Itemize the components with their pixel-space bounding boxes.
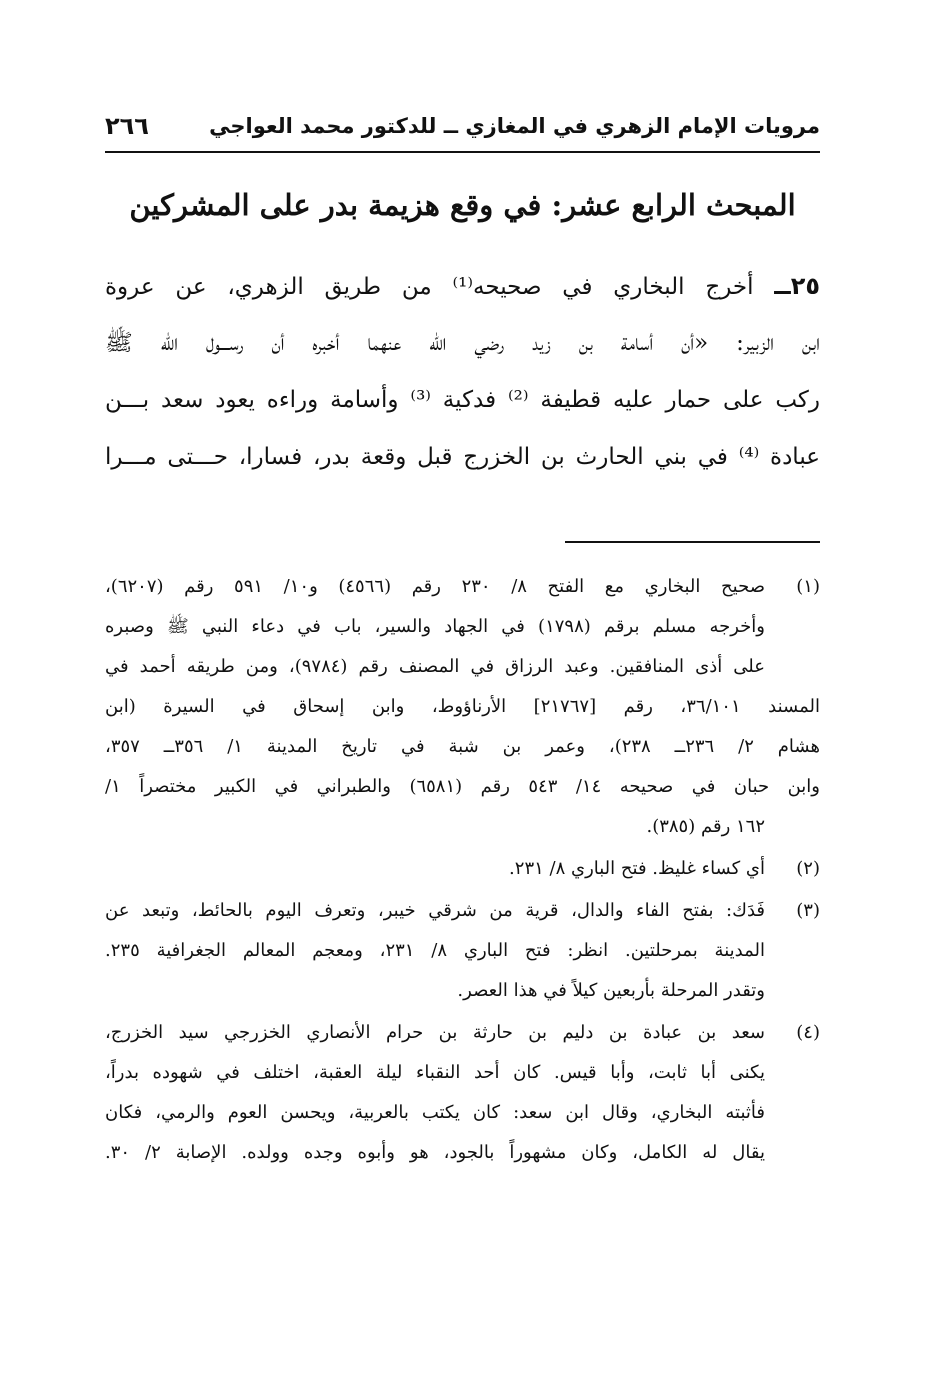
footnote-label: (٤)	[796, 1022, 820, 1043]
footnotes	[105, 567, 820, 1175]
footnote-line: المسند ٣٦/١٠١، رقم [٢١٧٦٧] الأرناؤوط، وابن إسحاق في السيرة (ابن	[105, 696, 820, 717]
text-line: ركب على حمار عليه قطيفة ⁽²⁾ فدكية ⁽³⁾ وأسامة وراءه يعود سعد بـــن	[105, 387, 820, 413]
footnote-line: صحيح البخاري مع الفتح ٨/ ٢٣٠ رقم (٤٥٦٦) و١٠/ ٥٩١ رقم (٦٢٠٧)،	[105, 576, 765, 597]
section-title: المبحث الرابع عشر: في وقع هزيمة بدر على المشركين	[129, 188, 796, 222]
footnote-line: المدينة بمرحلتين. انظر: فتح الباري ٨/ ٢٣١، ومعجم المعالم الجغرافية ٢٣٥.	[105, 940, 765, 961]
text-line: عبادة ⁽⁴⁾ في بني الحارث بن الخزرج قبل وقعة بدر، فسارا، حـــتى مـــرا	[105, 444, 820, 470]
footnote-4	[105, 1013, 820, 1173]
text-line: ابن الزبير: «أن أسامة بن زيد رضي الله عنهما أخبره أن رســـول الله ﷺ	[105, 330, 820, 356]
footnote-line: فأثبته البخاري، وقال ابن سعد: كان يكتب بالعربية، ويحسن العوم والرمي، فكان	[105, 1102, 765, 1123]
footnote-line: وابن حبان في صحيحه ١٤/ ٥٤٣ رقم (٦٥٨١) والطبراني في الكبير مختصراً ١/	[105, 776, 820, 797]
footnote-label: (٢)	[796, 858, 820, 879]
footnote-1	[105, 567, 820, 847]
footnote-2	[105, 849, 820, 889]
text-line	[105, 262, 820, 319]
item-number: ٢٥ــ	[774, 272, 820, 300]
footnote-line: فَدَك: بفتح الفاء والدال، قرية من شرقي خيبر، وتعرف اليوم بالحائط، وتبعد عن	[105, 900, 765, 921]
footnote-line: ١٦٢ رقم (٣٨٥).	[646, 816, 765, 837]
footnote-line: أي كساء غليظ. فتح الباري ٨/ ٢٣١.	[509, 858, 765, 879]
footnote-separator	[565, 541, 820, 543]
running-head-title: مرويات الإمام الزهري في المغازي ــ للدكتور محمد العواجي	[209, 114, 820, 138]
text-line-content: أخرج البخاري في صحيحه⁽¹⁾ من طريق الزهري، عن عروة	[105, 274, 754, 300]
footnote-label: (١)	[796, 576, 820, 597]
main-text	[105, 262, 820, 490]
footnote-line: وتقدر المرحلة بأربعين كيلاً في هذا العصر.	[457, 980, 765, 1001]
footnote-line: وأخرجه مسلم برقم (١٧٩٨) في الجهاد والسير، باب في دعاء النبي ﷺ وصبره	[105, 616, 765, 637]
footnote-line: يقال له الكامل، وكان مشهوراً بالجود، هو وأبوه وجده وولده. الإصابة ٢/ ٣٠.	[105, 1142, 765, 1163]
page-number: ٢٦٦	[105, 112, 149, 140]
footnote-line: هشام ٢/ ٢٣٦ــ ٢٣٨)، وعمر بن شبة في تاريخ المدينة ١/ ٣٥٦ــ ٣٥٧،	[105, 736, 820, 757]
footnote-line: على أذى المنافقين. وعبد الرزاق في المصنف رقم (٩٧٨٤)، ومن طريقه أحمد في	[105, 656, 765, 677]
footnote-3	[105, 891, 820, 1011]
running-head	[105, 112, 820, 152]
footnote-line: سعد بن عبادة بن دليم بن حارثة بن حرام الأنصاري الخزرجي سيد الخزرج،	[105, 1022, 765, 1043]
footnote-line: يكنى أبا ثابت، وأبا قيس. كان أحد النقباء ليلة العقبة، اختلف في شهوده بدراً،	[105, 1062, 765, 1083]
footnote-label: (٣)	[796, 900, 820, 921]
header-rule	[105, 151, 820, 153]
